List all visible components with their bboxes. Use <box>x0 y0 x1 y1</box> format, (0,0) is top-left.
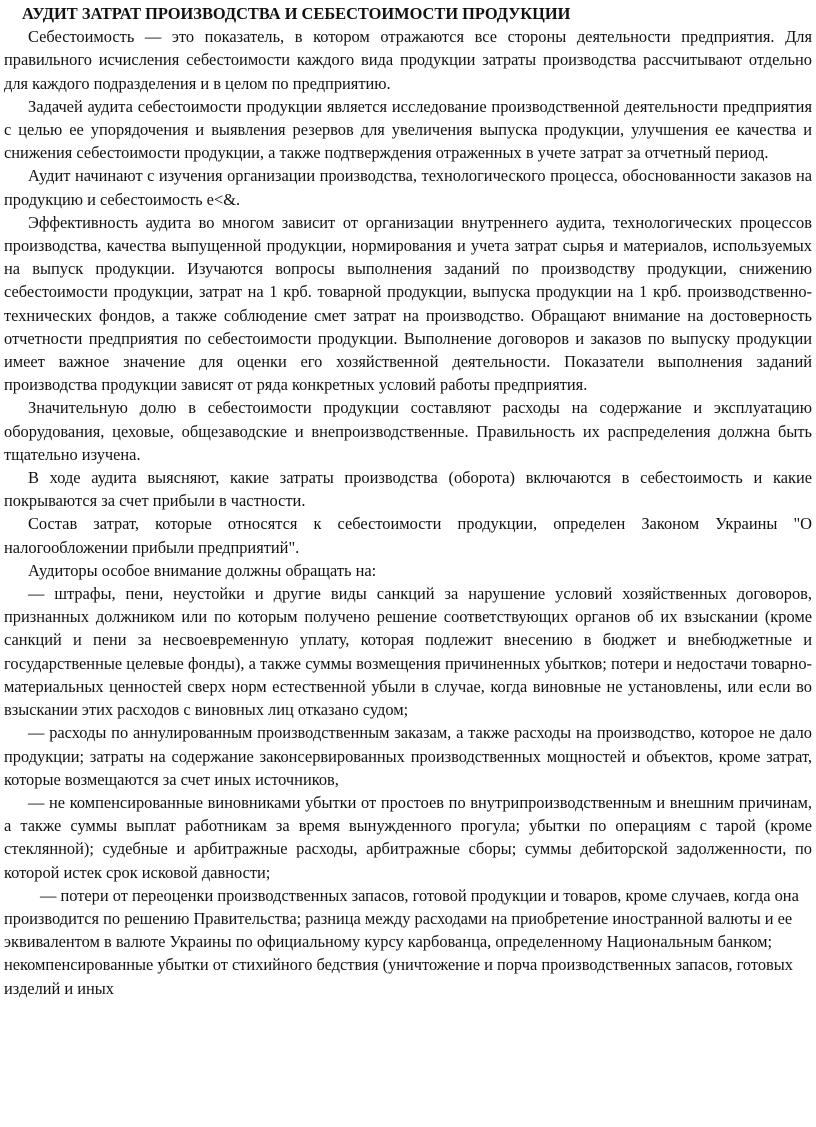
paragraph-equipment-costs: Значительную долю в себестоимости продукции составляют расходы на содержание и эксплуатацию оборудования, цеховые, общезаводские и внепроизводственные. Правильность их распределения должна быть тщательно изучена. <box>4 398 812 464</box>
paragraph-attention-intro: Аудиторы особое внимание должны обращать на: <box>28 560 377 580</box>
list-item-cancelled-orders: — расходы по аннулированным производственным заказам, а также расходы на производство, которое не дало продукции; затраты на содержание законсервированных производственных мощностей и объектов, кроме затрат, которые возмещаются за счет иных источников, <box>4 723 812 789</box>
list-item-revaluation-losses: — потери от переоценки производственных запасов, готовой продукции и товаров, кроме случаев, когда она производится по решению Правительства; разница между расходами на приобретение иностранной валюты и ее эквивалентом в валюте Украины по официальному курсу карбованца, определенному Национальным банком; некомпенсированные убытки от стихийного бедствия (уничтожение и порча производственных запасов, готовых изделий и иных <box>4 885 799 998</box>
list-item-downtime-losses: — не компенсированные виновниками убытки от простоев по внутрипроизводственным и внешним причинам, а также суммы выплат работникам за время вынужденного прогула; убытки по операциям с тарой (кроме стеклянной); судебные и арбитражные расходы, арбитражные сборы; суммы дебиторской задолженности, по которой истек срок исковой давности; <box>4 792 812 882</box>
paragraph-cost-definition: Себестоимость — это показатель, в котором отражаются все стороны деятельности предприятия. Для правильного исчисления себестоимости каждого вида продукции затраты производства рассчитывают отдельно для каждого подразделения и в целом по предприятию. <box>4 27 812 93</box>
paragraph-audit-task: Задачей аудита себестоимости продукции является исследование производственной деятельности предприятия с целью ее упорядочения и выявления резервов для увеличения выпуска продукции, улучшения ее качества и снижения себестоимости продукции, а также подтверждения отраженных в учете затрат за отчетный период. <box>4 96 812 163</box>
paragraph-audit-start: Аудит начинают с изучения организации производства, технологического процесса, обоснованности заказов на продукцию и себестоимость е<&. <box>4 166 812 209</box>
paragraph-cost-inclusion: В ходе аудита выясняют, какие затраты производства (оборота) включаются в себестоимость и какие покрываются за счет прибыли в частности. <box>4 468 812 511</box>
document-title: АУДИТ ЗАТРАТ ПРОИЗВОДСТВА И СЕБЕСТОИМОСТИ ПРОДУКЦИИ <box>22 4 571 23</box>
paragraph-cost-composition: Состав затрат, которые относятся к себестоимости продукции, определен Законом Украины "О налогообложении прибыли предприятий". <box>4 514 812 557</box>
list-item-penalties: — штрафы, пени, неустойки и другие виды санкций за нарушение условий хозяйственных договоров, признанных должником или по которым получено решение соответствующих органов об их взыскании (кроме санкций и пени за несвоевременную уплату, которая подлежит внесению в бюджет и внебюджетные и государственные целевые фонды), а также суммы возмещения причиненных убытков; потери и недостачи товарно-материальных ценностей сверх норм естественной убыли в случае, когда виновные не установлены, или если во взыскании этих расходов с виновных лиц отказано судом; <box>4 584 812 720</box>
paragraph-audit-efficiency: Эффективность аудита во многом зависит от организации внутреннего аудита, технологических процессов производства, качества выпущенной продукции, нормирования и учета затрат сырья и материалов, используемых на выпуск продукции. Изучаются вопросы выполнения заданий по производству продукции, снижению себестоимости продукции, затрат на 1 крб. товарной продукции, выпуска продукции на 1 крб. производственно-технических фондов, а также соблюдение смет затрат на производство. Обращают внимание на достоверность отчетности предприятия по себестоимости продукции. Выполнение договоров и заказов по выпуску продукции имеет важное значение для оценки его хозяйственной деятельности. Показатели выполнения заданий производства продукции зависят от ряда конкретных условий работы предприятия. <box>4 212 812 395</box>
